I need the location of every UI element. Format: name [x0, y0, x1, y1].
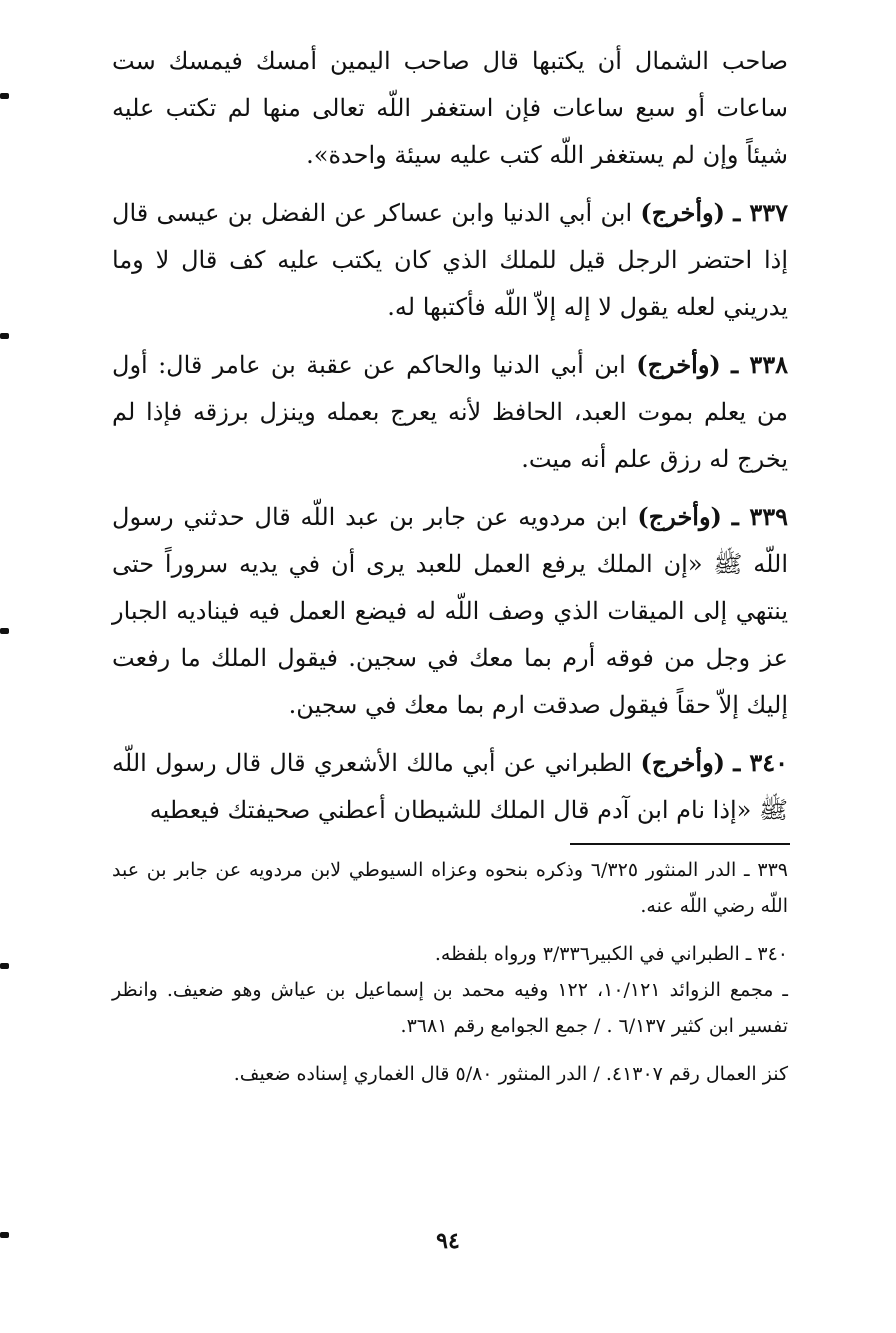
footnote-340: ٣٤٠ ـ الطبراني في الكبير٣/٣٣٦ ورواه بلفظه.: [434, 943, 788, 965]
paragraph-text: ابن أبي الدنيا وابن عساكر عن الفضل بن عيسى قال إذا احتضر الرجل قيل للملك الذي كان يكتب عليه كف قال لا وما يدريني لعله يقول لا إله إلاّ اللّه فأكتبها له.: [112, 199, 788, 321]
footnote-340-sources: كنز العمال رقم ٤١٣٠٧. / الدر المنثور ٥/٨٠ قال الغماري إسناده ضعيف.: [233, 1063, 788, 1085]
page-number: ٩٤: [436, 1228, 460, 1254]
paragraph-number: ٣٣٧ ـ: [733, 198, 788, 227]
narration-verb: (وأخرج): [640, 198, 725, 227]
paragraph-338: [112, 341, 788, 483]
main-text: [112, 38, 788, 844]
paragraph-text: صاحب الشمال أن يكتبها قال صاحب اليمين أمسك فيمسك ست ساعات أو سبع ساعات فإن استغفر اللّه تعالى منها لم تكتب عليه شيئاً وإن لم يستغفر اللّه كتب عليه سيئة واحدة».: [112, 47, 789, 169]
paragraph-339: [112, 493, 788, 729]
paragraph-340: [112, 739, 788, 834]
footnote-divider: [570, 843, 790, 845]
scan-edge-mark: [0, 333, 9, 339]
scan-edge-mark: [0, 963, 9, 969]
paragraph-text: ابن مردويه عن جابر بن عبد اللّه قال حدثني رسول اللّه ﷺ «إن الملك يرفع العمل للعبد يرى أن في يديه سروراً حتى ينتهي إلى الميقات الذي وصف اللّه له فيضع العمل فيه فيناديه الجبار عز وجل من فوقه أرم بما معك في سجين. فيقول الملك ما رفعت إليك إلاّ حقاً فيقول صدقت ارم بما معك في سجين.: [112, 503, 788, 719]
footnote-339: ٣٣٩ ـ الدر المنثور ٦/٣٢٥ وذكره بنحوه وعزاه السيوطي لابن مردويه عن جابر بن عبد اللّه رضي اللّه عنه.: [112, 859, 788, 917]
footnote-340-continued: ـ مجمع الزوائد ١٠/١٢١، ١٢٢ وفيه محمد بن إسماعيل بن عياش وهو ضعيف. وانظر تفسير ابن كثير ٦/١٣٧ . / جمع الجوامع رقم ٣٦٨١.: [112, 979, 789, 1037]
scan-edge-mark: [0, 628, 9, 634]
paragraph-text: ابن أبي الدنيا والحاكم عن عقبة بن عامر قال: أول من يعلم بموت العبد، الحافظ لأنه يعرج بعمله وينزل برزقه فإذا لم يخرج له رزق علم أنه ميت.: [112, 351, 788, 473]
narration-verb: (وأخرج): [637, 502, 722, 531]
narration-verb: (وأخرج): [640, 748, 726, 777]
scan-edge-mark: [0, 93, 9, 99]
paragraph-number: ٣٣٩ ـ: [731, 502, 788, 531]
footnotes: [112, 852, 788, 1104]
paragraph-intro: [112, 38, 788, 179]
paragraph-text: الطبراني عن أبي مالك الأشعري قال قال رسول اللّه ﷺ «إذا نام ابن آدم قال الملك للشيطان أعطني صحيفتك فيعطيه: [112, 749, 788, 824]
paragraph-number: ٣٣٨ ـ: [731, 350, 788, 379]
narration-verb: (وأخرج): [636, 350, 721, 379]
paragraph-337: [112, 189, 788, 331]
paragraph-number: ٣٤٠ ـ: [733, 748, 788, 777]
